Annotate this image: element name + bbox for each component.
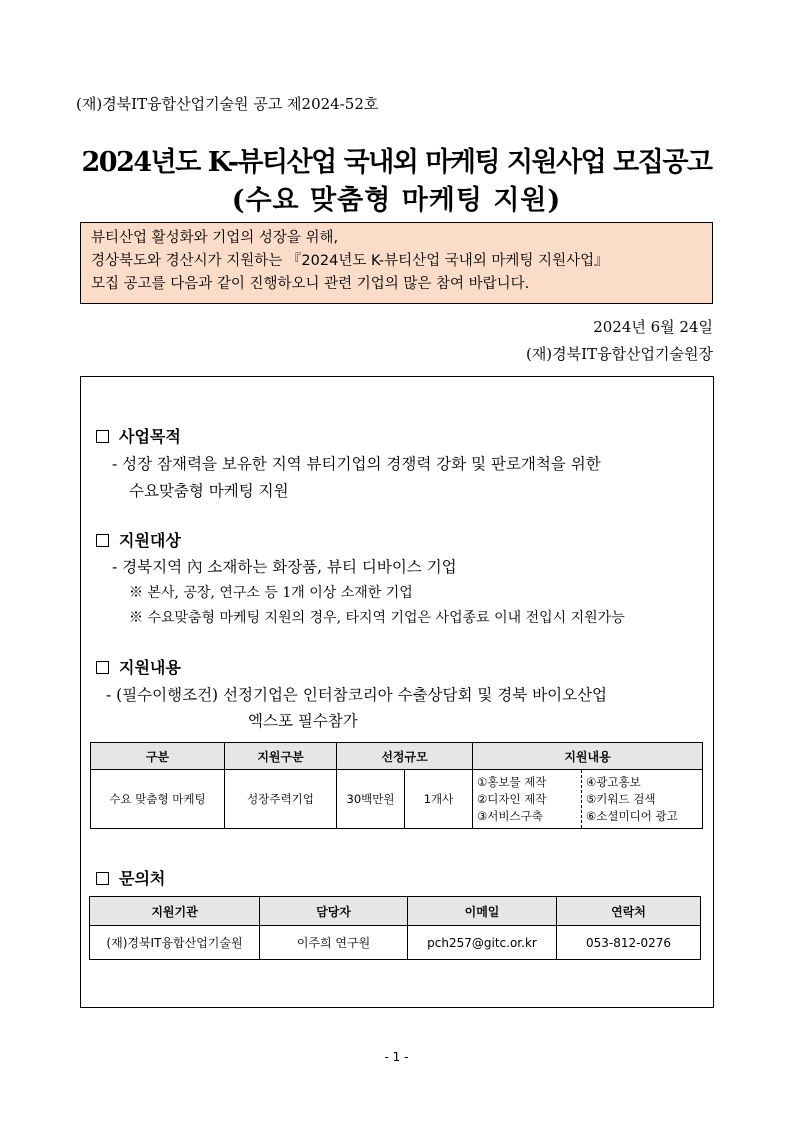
table-header: 선정규모 [337, 743, 473, 770]
support-item: ③서비스구축 [477, 808, 543, 823]
table-header: 담당자 [260, 897, 408, 926]
contact-phone: 053-812-0276 [557, 926, 701, 960]
table-header-row [91, 743, 703, 770]
page-subtitle: (수요 맞춤형 마케팅 지원) [231, 185, 562, 216]
contact-person: 이주희 연구원 [260, 926, 408, 960]
section-heading-label: 지원대상 [119, 531, 181, 550]
support-item: ②디자인 제작 [477, 791, 547, 806]
section-heading-purpose [96, 424, 181, 447]
notice-number: (재)경북IT융합산업기술원 공고 제2024-52호 [76, 95, 379, 113]
target-line-1: - 경북지역 內 소재하는 화장품, 뷰티 디바이스 기업 [112, 558, 457, 576]
table-header: 지원기관 [90, 897, 260, 926]
checkbox-square-icon [96, 872, 109, 885]
intro-line-1: 뷰티산업 활성화와 기업의 성장을 위해, [91, 230, 339, 246]
section-heading-content [96, 655, 181, 678]
checkbox-square-icon [96, 534, 109, 547]
table-header: 지원내용 [473, 743, 703, 770]
support-item: ⑤키워드 검색 [586, 791, 656, 806]
table-header: 지원구분 [225, 743, 337, 770]
contact-org: (재)경북IT융합산업기술원 [90, 926, 260, 960]
support-item: ①홍보물 제작 [477, 774, 547, 789]
target-note-1: ※ 본사, 공장, 연구소 등 1개 이상 소재한 기업 [129, 585, 413, 601]
purpose-line-1: - 성장 잠재력을 보유한 지역 뷰티기업의 경쟁력 강화 및 판로개척을 위한 [112, 455, 601, 473]
intro-line-2: 경상북도와 경산시가 지원하는 『2024년도 K-뷰티산업 국내외 마케팅 지원사업』 [91, 253, 609, 269]
table-header: 이메일 [408, 897, 557, 926]
content-line-2: 엑스포 필수참가 [248, 712, 358, 730]
announcement-date: 2024년 6월 24일 [593, 318, 713, 336]
table-cell-type: 성장주력기업 [225, 770, 337, 829]
target-note-2: ※ 수요맞춤형 마케팅 지원의 경우, 타지역 기업은 사업종료 이내 전입시 지원가능 [129, 610, 625, 626]
intro-line-3: 모집 공고를 다음과 같이 진행하오니 관련 기업의 많은 참여 바랍니다. [91, 276, 530, 292]
support-table [90, 742, 703, 829]
section-heading-label: 문의처 [119, 869, 166, 888]
section-heading-contact [96, 866, 165, 889]
table-cell-category: 수요 맞춤형 마케팅 [91, 770, 225, 829]
table-header-row [90, 897, 701, 926]
table-row [90, 926, 701, 960]
section-heading-label: 지원내용 [119, 658, 181, 677]
content-line-1: - (필수이행조건) 선정기업은 인터참코리아 수출상담회 및 경북 바이오산업 [106, 686, 608, 704]
contact-table [89, 896, 701, 960]
intro-box [80, 222, 713, 304]
table-cell-items-left [473, 770, 582, 829]
issuer-name: (재)경북IT융합산업기술원장 [525, 345, 713, 363]
table-cell-items-right [582, 770, 703, 829]
support-item: ⑥소셜미디어 광고 [586, 808, 678, 823]
section-heading-target [96, 528, 181, 551]
table-header: 구분 [91, 743, 225, 770]
checkbox-square-icon [96, 430, 109, 443]
table-cell-amount: 30백만원 [337, 770, 405, 829]
support-item: ④광고홍보 [586, 774, 641, 789]
purpose-line-2: 수요맞춤형 마케팅 지원 [129, 482, 289, 500]
table-row [91, 770, 703, 829]
table-header: 연락처 [557, 897, 701, 926]
page-title: 2024년도 K-뷰티산업 국내외 마케팅 지원사업 모집공고 [81, 147, 712, 178]
checkbox-square-icon [96, 661, 109, 674]
contact-email[interactable]: pch257@gitc.or.kr [408, 926, 557, 960]
table-cell-count: 1개사 [405, 770, 473, 829]
page-number: - 1 - [384, 1050, 409, 1064]
section-heading-label: 사업목적 [119, 427, 181, 446]
